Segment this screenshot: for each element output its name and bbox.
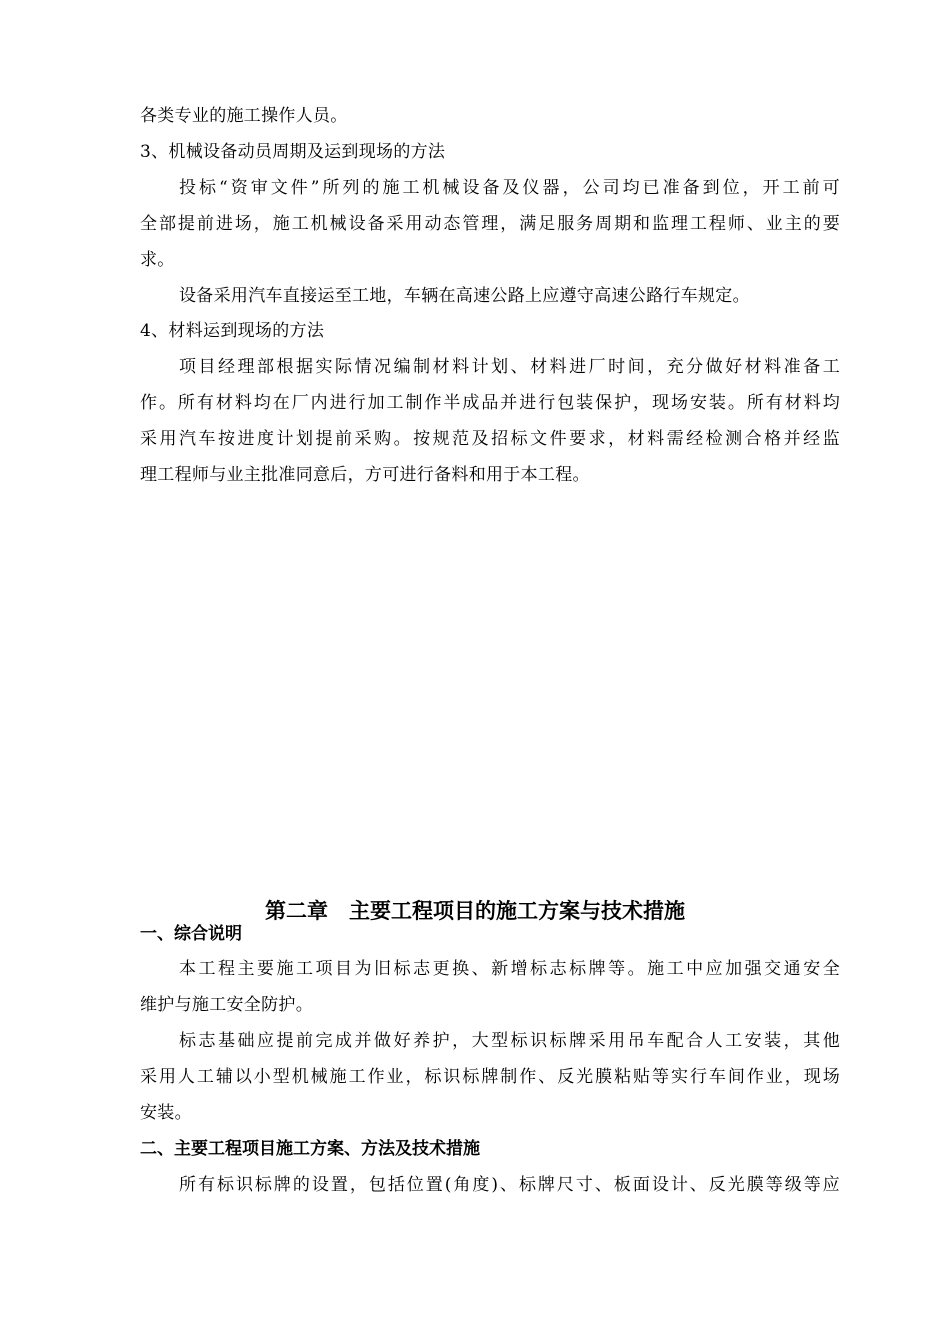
- section-heading: 一、综合说明: [140, 924, 242, 944]
- text-line: 所有标识标牌的设置，包括位置(角度)、标牌尺寸、板面设计、反光膜等级等应: [179, 1175, 840, 1195]
- chapter-title: 第二章 主要工程项目的施工方案与技术措施: [265, 899, 685, 923]
- subsection-heading: 3、机械设备动员周期及运到现场的方法: [140, 142, 446, 162]
- text-line: 标志基础应提前完成并做好养护，大型标识标牌采用吊车配合人工安装，其他: [179, 1031, 840, 1051]
- text-line: 采用汽车按进度计划提前采购。按规范及招标文件要求，材料需经检测合格并经监: [140, 429, 840, 449]
- text-line: 安装。: [140, 1103, 192, 1123]
- text-line: 本工程主要施工项目为旧标志更换、新增标志标牌等。施工中应加强交通安全: [179, 959, 840, 979]
- text-line: 全部提前进场，施工机械设备采用动态管理，满足服务周期和监理工程师、业主的要: [140, 214, 840, 234]
- section-heading: 二、主要工程项目施工方案、方法及技术措施: [140, 1139, 480, 1159]
- text-line: 投标“资审文件”所列的施工机械设备及仪器，公司均已准备到位，开工前可: [179, 178, 840, 198]
- text-line: 设备采用汽车直接运至工地，车辆在高速公路上应遵守高速公路行车规定。: [179, 286, 750, 306]
- text-line: 各类专业的施工操作人员。: [140, 106, 348, 126]
- text-line: 理工程师与业主批准同意后，方可进行备料和用于本工程。: [140, 465, 590, 485]
- text-line: 作。所有材料均在厂内进行加工制作半成品并进行包装保护，现场安装。所有材料均: [140, 393, 840, 413]
- text-line: 求。: [140, 250, 175, 270]
- text-line: 维护与施工安全防护。: [140, 995, 313, 1015]
- text-line: 项目经理部根据实际情况编制材料计划、材料进厂时间，充分做好材料准备工: [179, 357, 840, 377]
- text-line: 采用人工辅以小型机械施工作业，标识标牌制作、反光膜粘贴等实行车间作业，现场: [140, 1067, 840, 1087]
- subsection-heading: 4、材料运到现场的方法: [140, 321, 325, 341]
